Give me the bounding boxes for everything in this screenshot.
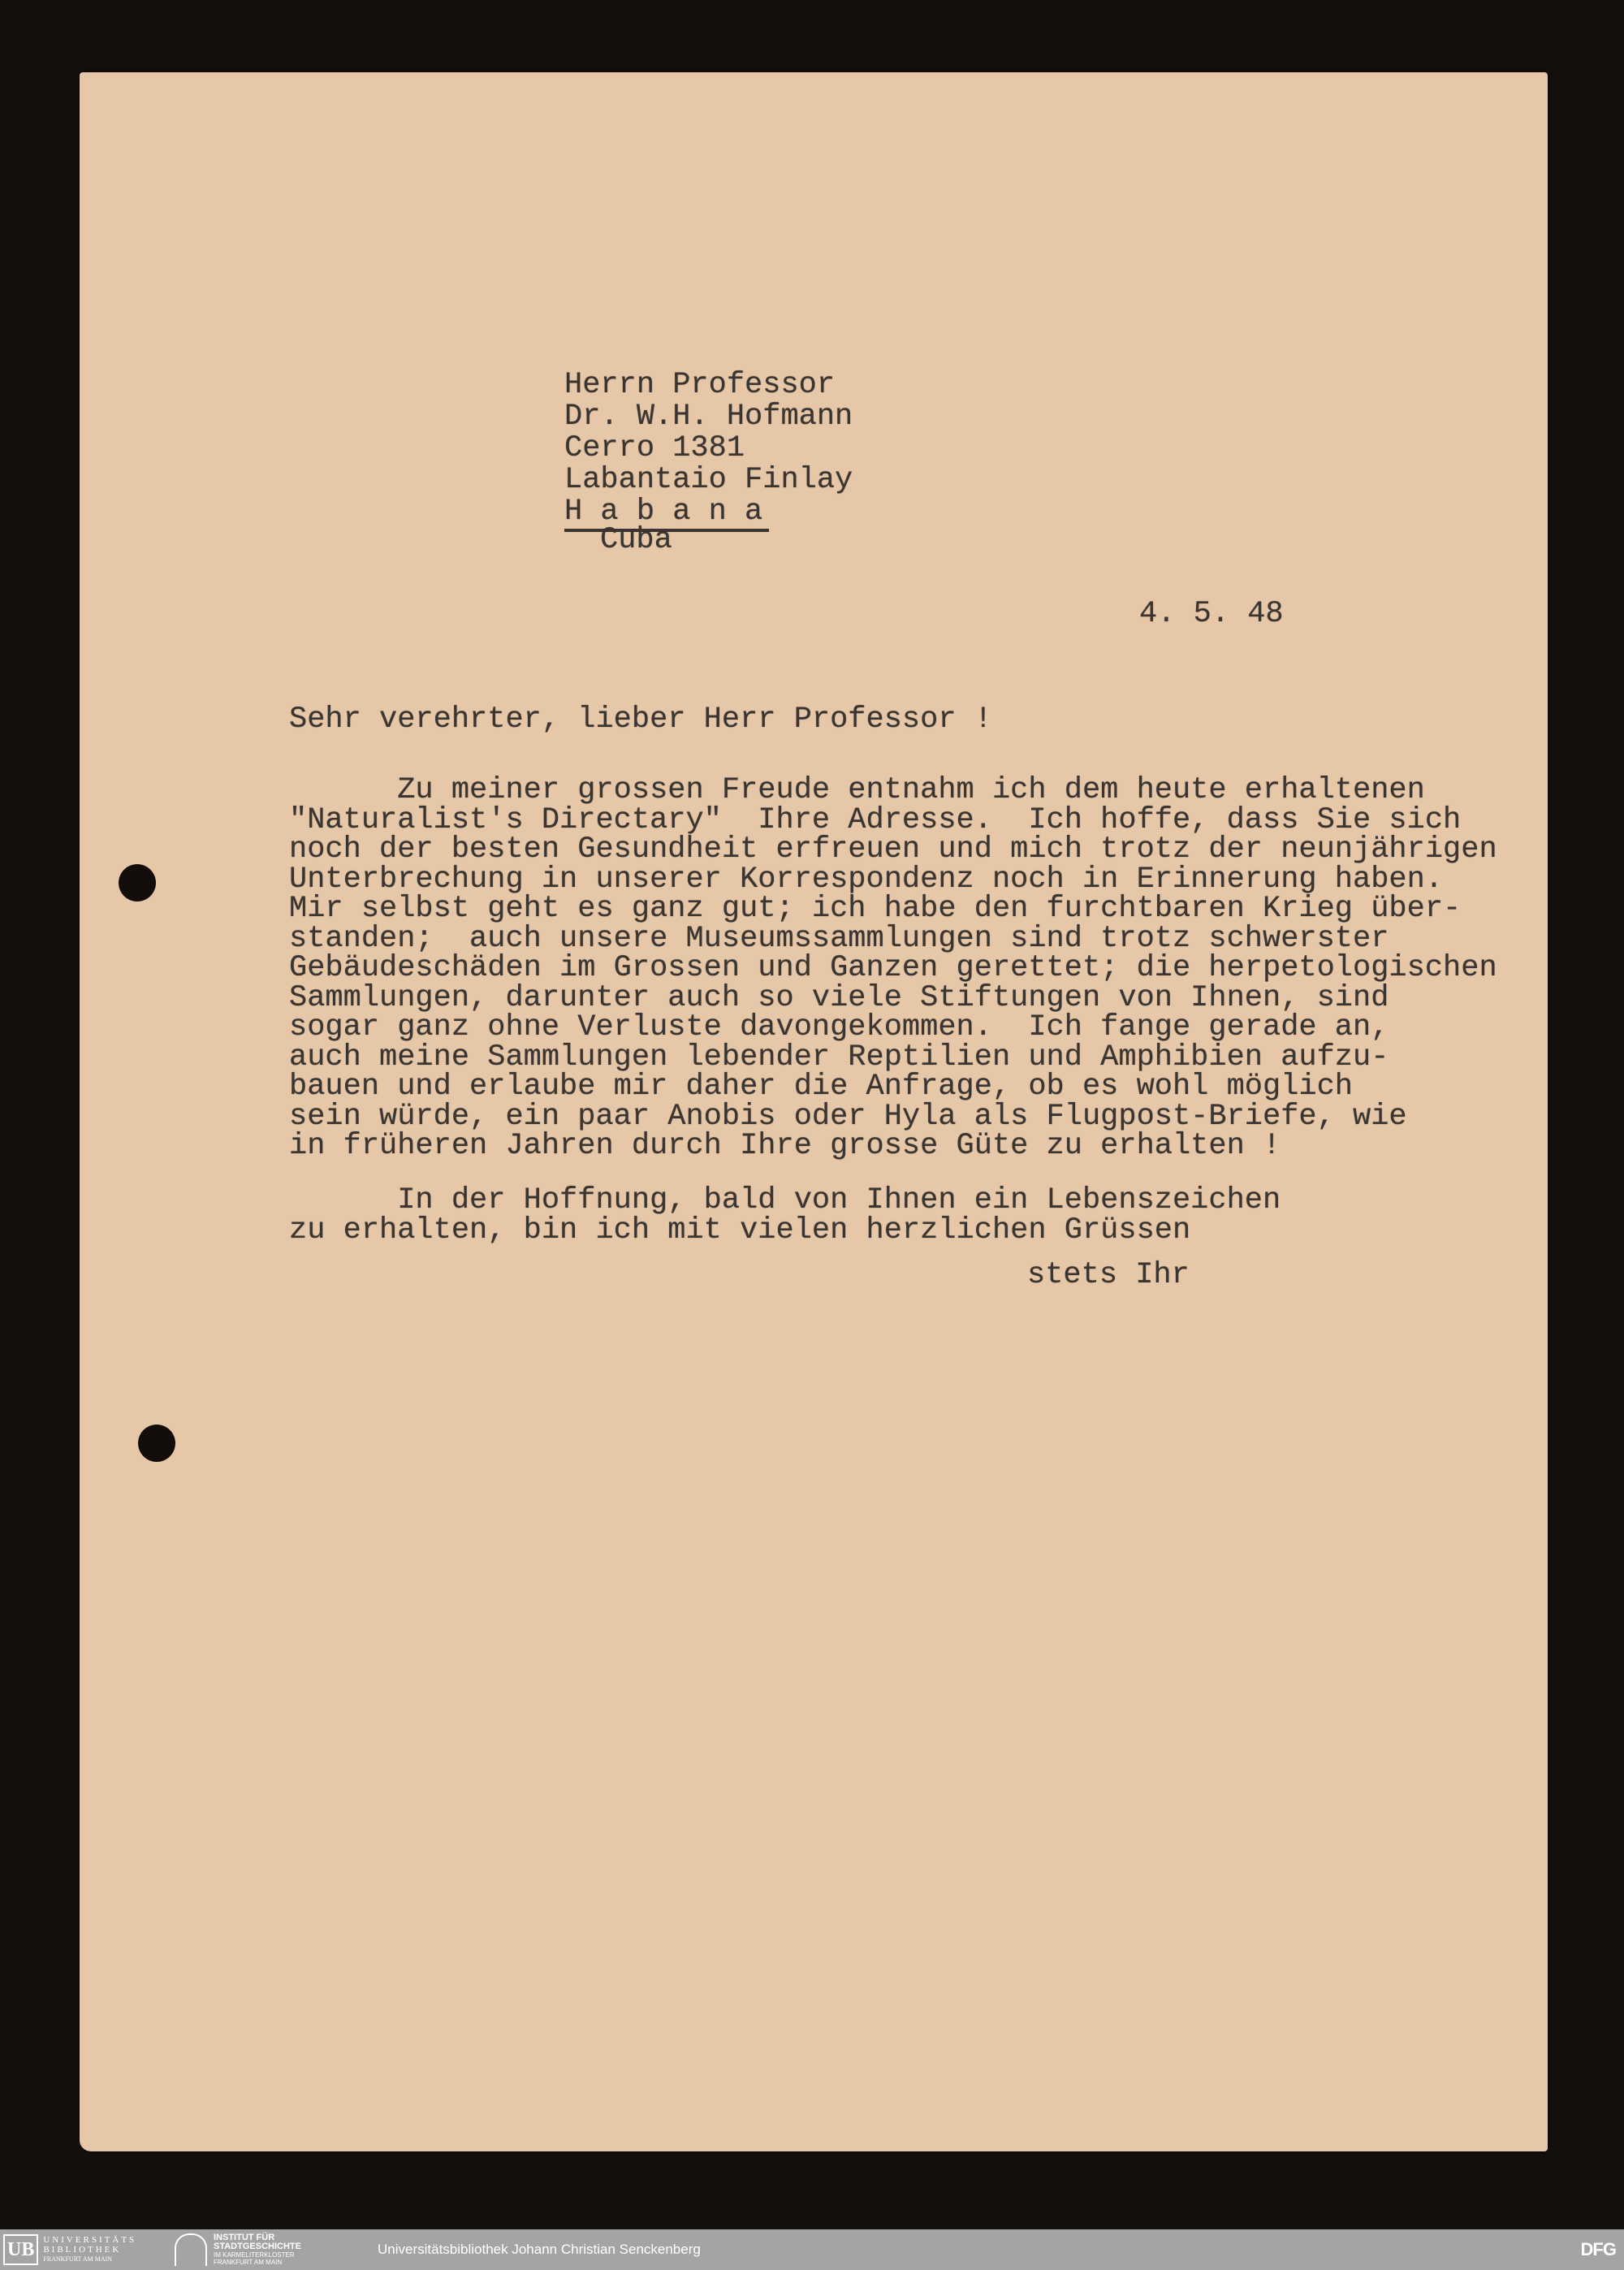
ub-logo-mark: UB	[3, 2234, 38, 2265]
isg-sub-line: FRANKFURT AM MAIN	[214, 2259, 283, 2266]
closing-line: In der Hoffnung, bald von Ihnen ein Lebenszeichen	[289, 1183, 1281, 1217]
recipient-address	[564, 370, 853, 556]
address-line: Dr. W.H. Hofmann	[564, 400, 853, 434]
punch-hole	[119, 864, 156, 902]
isg-sub-line: IM KARMELITERKLOSTER	[214, 2251, 295, 2259]
address-country: Cuba	[600, 523, 672, 557]
body-line: Gebäudeschäden im Grossen und Ganzen gerettet; die herpetologischen	[289, 951, 1497, 985]
isg-logo[interactable]	[175, 2233, 301, 2266]
body-line: Zu meiner grossen Freude entnahm ich dem heute erhaltenen	[289, 773, 1425, 807]
letter-date: 4. 5. 48	[1139, 597, 1284, 631]
body-line: in früheren Jahren durch Ihre grosse Güte zu erhalten !	[289, 1129, 1281, 1163]
arch-icon	[175, 2233, 207, 2266]
closing-line: zu erhalten, bin ich mit vielen herzlichen Grüssen	[289, 1213, 1191, 1247]
body-line: Sammlungen, darunter auch so viele Stiftungen von Ihnen, sind	[289, 980, 1389, 1015]
body-line: "Naturalist's Directary" Ihre Adresse. Ich hoffe, dass Sie sich	[289, 802, 1462, 837]
address-line: Labantaio Finlay	[564, 463, 853, 497]
closing-paragraph	[289, 1183, 1281, 1247]
signoff: stets Ihr	[1027, 1258, 1190, 1292]
ub-name-line: UNIVERSITÄTS	[43, 2235, 137, 2245]
footer-bar	[0, 2229, 1624, 2270]
body-line: auch meine Sammlungen lebender Reptilien und Amphibien aufzu-	[289, 1040, 1389, 1074]
address-line: Cerro 1381	[564, 431, 745, 465]
salutation: Sehr verehrter, lieber Herr Professor !	[289, 703, 992, 737]
body-line: sogar ganz ohne Verluste davongekommen. Ich fange gerade an,	[289, 1010, 1389, 1044]
library-name: Universitätsbibliothek Johann Christian Senckenberg	[378, 2242, 701, 2257]
dfg-logo[interactable]: DFG	[1580, 2239, 1616, 2259]
body-line: noch der besten Gesundheit erfreuen und mich trotz der neunjährigen	[289, 832, 1497, 867]
address-line: Herrn Professor	[564, 368, 836, 402]
address-city: H a b a n a	[564, 495, 769, 532]
body-line: Unterbrechung in unserer Korrespondenz noch in Erinnerung haben.	[289, 862, 1444, 897]
ub-name-line: BIBLIOTHEK	[43, 2245, 122, 2255]
isg-name-line: STADTGESCHICHTE	[214, 2242, 301, 2251]
isg-name-line: INSTITUT FÜR	[214, 2233, 275, 2242]
ub-logo[interactable]	[3, 2233, 136, 2266]
body-line: Mir selbst geht es ganz gut; ich habe den furchtbaren Krieg über-	[289, 892, 1462, 926]
ub-name-line: FRANKFURT AM MAIN	[43, 2255, 113, 2263]
punch-hole	[138, 1425, 175, 1462]
letter-body	[289, 773, 1497, 1163]
body-line: bauen und erlaube mir daher die Anfrage, ob es wohl möglich	[289, 1070, 1354, 1104]
body-line: sein würde, ein paar Anobis oder Hyla als Flugpost-Briefe, wie	[289, 1099, 1407, 1134]
body-line: standen; auch unsere Museumssammlungen sind trotz schwerster	[289, 921, 1389, 956]
